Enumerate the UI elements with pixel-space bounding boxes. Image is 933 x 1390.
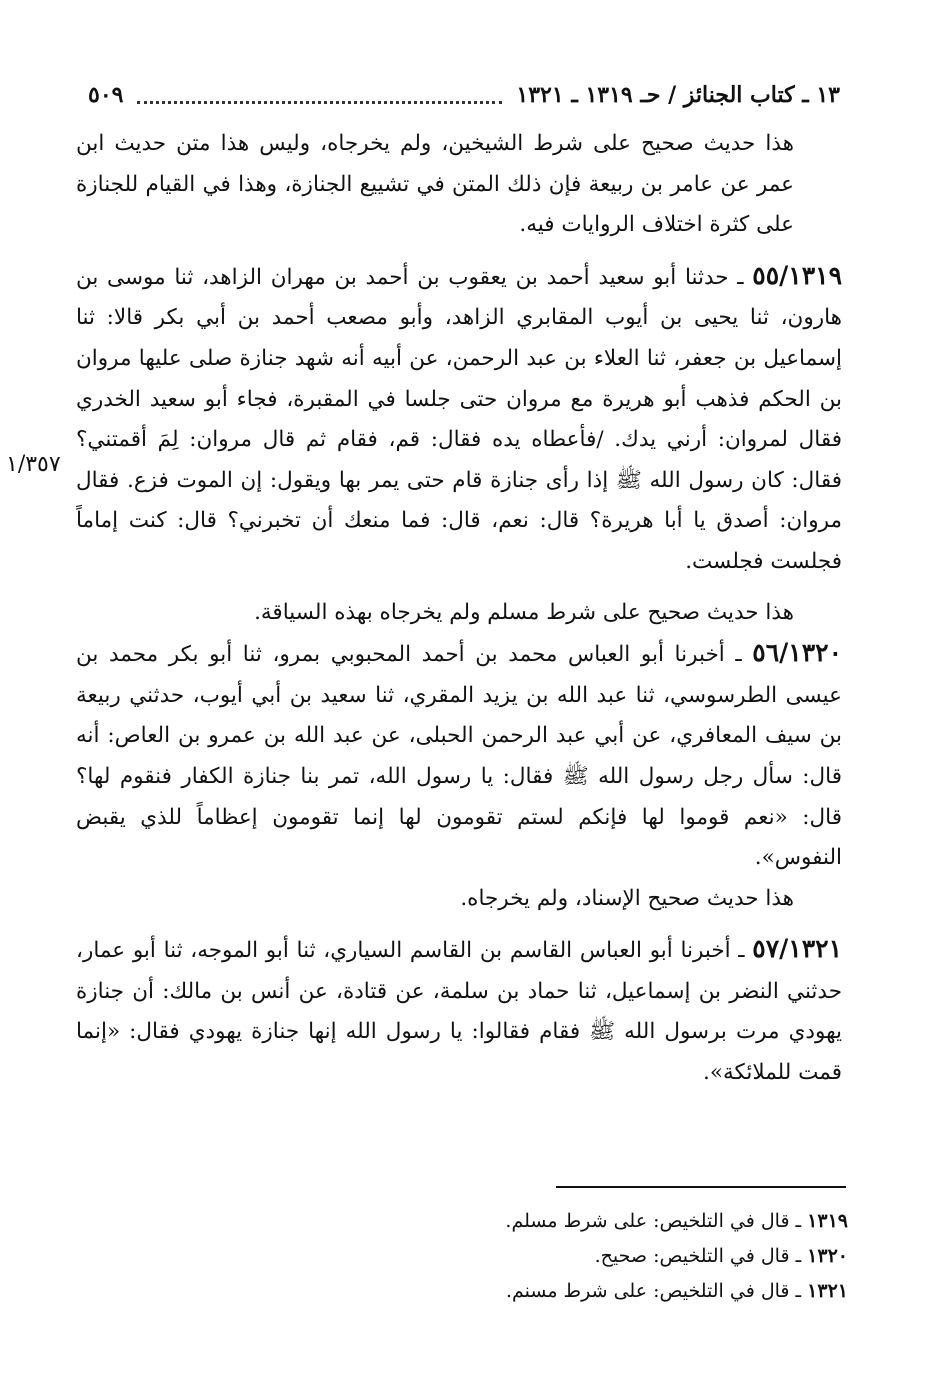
footnote-text: ـ قال في التلخيص: صحيح. xyxy=(594,1245,808,1267)
footnote-number: ١٣١٩ xyxy=(807,1210,848,1232)
commentary-paragraph xyxy=(76,879,842,920)
hadith-text: ـ أخبرنا أبو العباس محمد بن أحمد المحبوبي بمرو، ثنا أبو بكر محمد بن عيسى الطرسوسي، ثنا عبد الله بن يزيد المقري، ثنا سعيد بن أبي أيوب، حدثني ربيعة بن سيف المعافري، عن أبي عبد الرحمن الحبلى، عن عبد الله بن عمرو بن العاص: أنه قال: سأل رجل رسول الله ﷺ فقال: يا رسول الله، تمر بنا جنازة الكفار فنقوم لها؟ قال: «نعم قوموا لها فإنكم لستم تقومون لها إنما تقومون إعظاماً للذي يقبض النفوس». xyxy=(76,642,842,871)
running-header xyxy=(88,78,840,112)
hadith-number: ٥٧/١٣٢١ xyxy=(752,934,842,964)
footnotes xyxy=(350,1204,848,1309)
footnote-text: ـ قال في التلخيص: على شرط مسنم. xyxy=(505,1280,808,1302)
footnote xyxy=(350,1204,848,1239)
footnote-text: ـ قال في التلخيص: على شرط مسلم. xyxy=(505,1210,808,1232)
footnote-number: ١٣٢٠ xyxy=(807,1245,848,1267)
hadith-text: ـ حدثنا أبو سعيد أحمد بن يعقوب بن أحمد بن مهران الزاهد، ثنا موسى بن هارون، ثنا يحيى بن أيوب المقابري الزاهد، وأبو مصعب أحمد بن أبي بكر قالا: ثنا إسماعيل بن جعفر، ثنا العلاء بن عبد الرحمن، عن أبيه أنه شهد جنازة صلى عليها مروان بن الحكم فذهب أبو هريرة مع مروان حتى جلسا في المقبرة، فجاء أبو سعيد الخدري فقال لمروان: أرني يدك. /فأعطاه يده فقال: قم، فقام ثم قال مروان: لِمَ أقمتني؟ فقال: كان رسول الله ﷺ إذا رأى جنازة قام حتى يمر بها ويقول: إن الموت فزع. فقال مروان: أصدق يا أبا هريرة؟ قال: نعم، قال: فما منعك أن تخبرني؟ قال: كنت إماماً فجلست فجلست. xyxy=(76,264,842,574)
hadith-1321 xyxy=(76,929,842,1093)
page-number: ٥٠٩ xyxy=(88,82,124,108)
commentary-paragraph xyxy=(76,593,842,634)
commentary-paragraph xyxy=(76,124,842,246)
footnote xyxy=(350,1239,848,1274)
hadith-1319 xyxy=(76,256,842,583)
paragraph-text: هذا حديث صحيح على شرط مسلم ولم يخرجاه بهذه السياقة. xyxy=(254,599,794,625)
header-title: ١٣ ـ كتاب الجنائز / حـ ١٣١٩ ـ ١٣٢١ xyxy=(516,82,840,108)
hadith-number: ٥٦/١٣٢٠ xyxy=(752,638,842,668)
paragraph-text: هذا حديث صحيح على شرط الشيخين، ولم يخرجاه، وليس هذا متن حديث ابن عمر عن عامر بن ربيعة فإن ذلك المتن في تشييع الجنازة، وهذا في القيام للجنازة على كثرة اختلاف الروايات فيه. xyxy=(76,131,794,238)
margin-reference: ١/٣٥٧ xyxy=(6,452,61,477)
footnote-separator xyxy=(556,1186,846,1188)
footnote xyxy=(350,1274,848,1309)
hadith-number: ٥٥/١٣١٩ xyxy=(752,260,842,290)
main-text xyxy=(76,124,842,1094)
footnote-number: ١٣٢١ xyxy=(807,1280,848,1302)
hadith-1320 xyxy=(76,633,842,879)
paragraph-text: هذا حديث صحيح الإسناد، ولم يخرجاه. xyxy=(460,885,794,911)
hadith-text: ـ أخبرنا أبو العباس القاسم بن القاسم السياري، ثنا أبو الموجه، ثنا أبو عمار، حدثني النضر بن إسماعيل، ثنا حماد بن سلمة، عن قتادة، عن أنس بن مالك: أن جنازة يهودي مرت برسول الله ﷺ فقام فقالوا: يا رسول الله إنها جنازة يهودي فقال: «إنما قمت للملائكة». xyxy=(76,938,842,1086)
header-dot-leader xyxy=(137,87,502,104)
